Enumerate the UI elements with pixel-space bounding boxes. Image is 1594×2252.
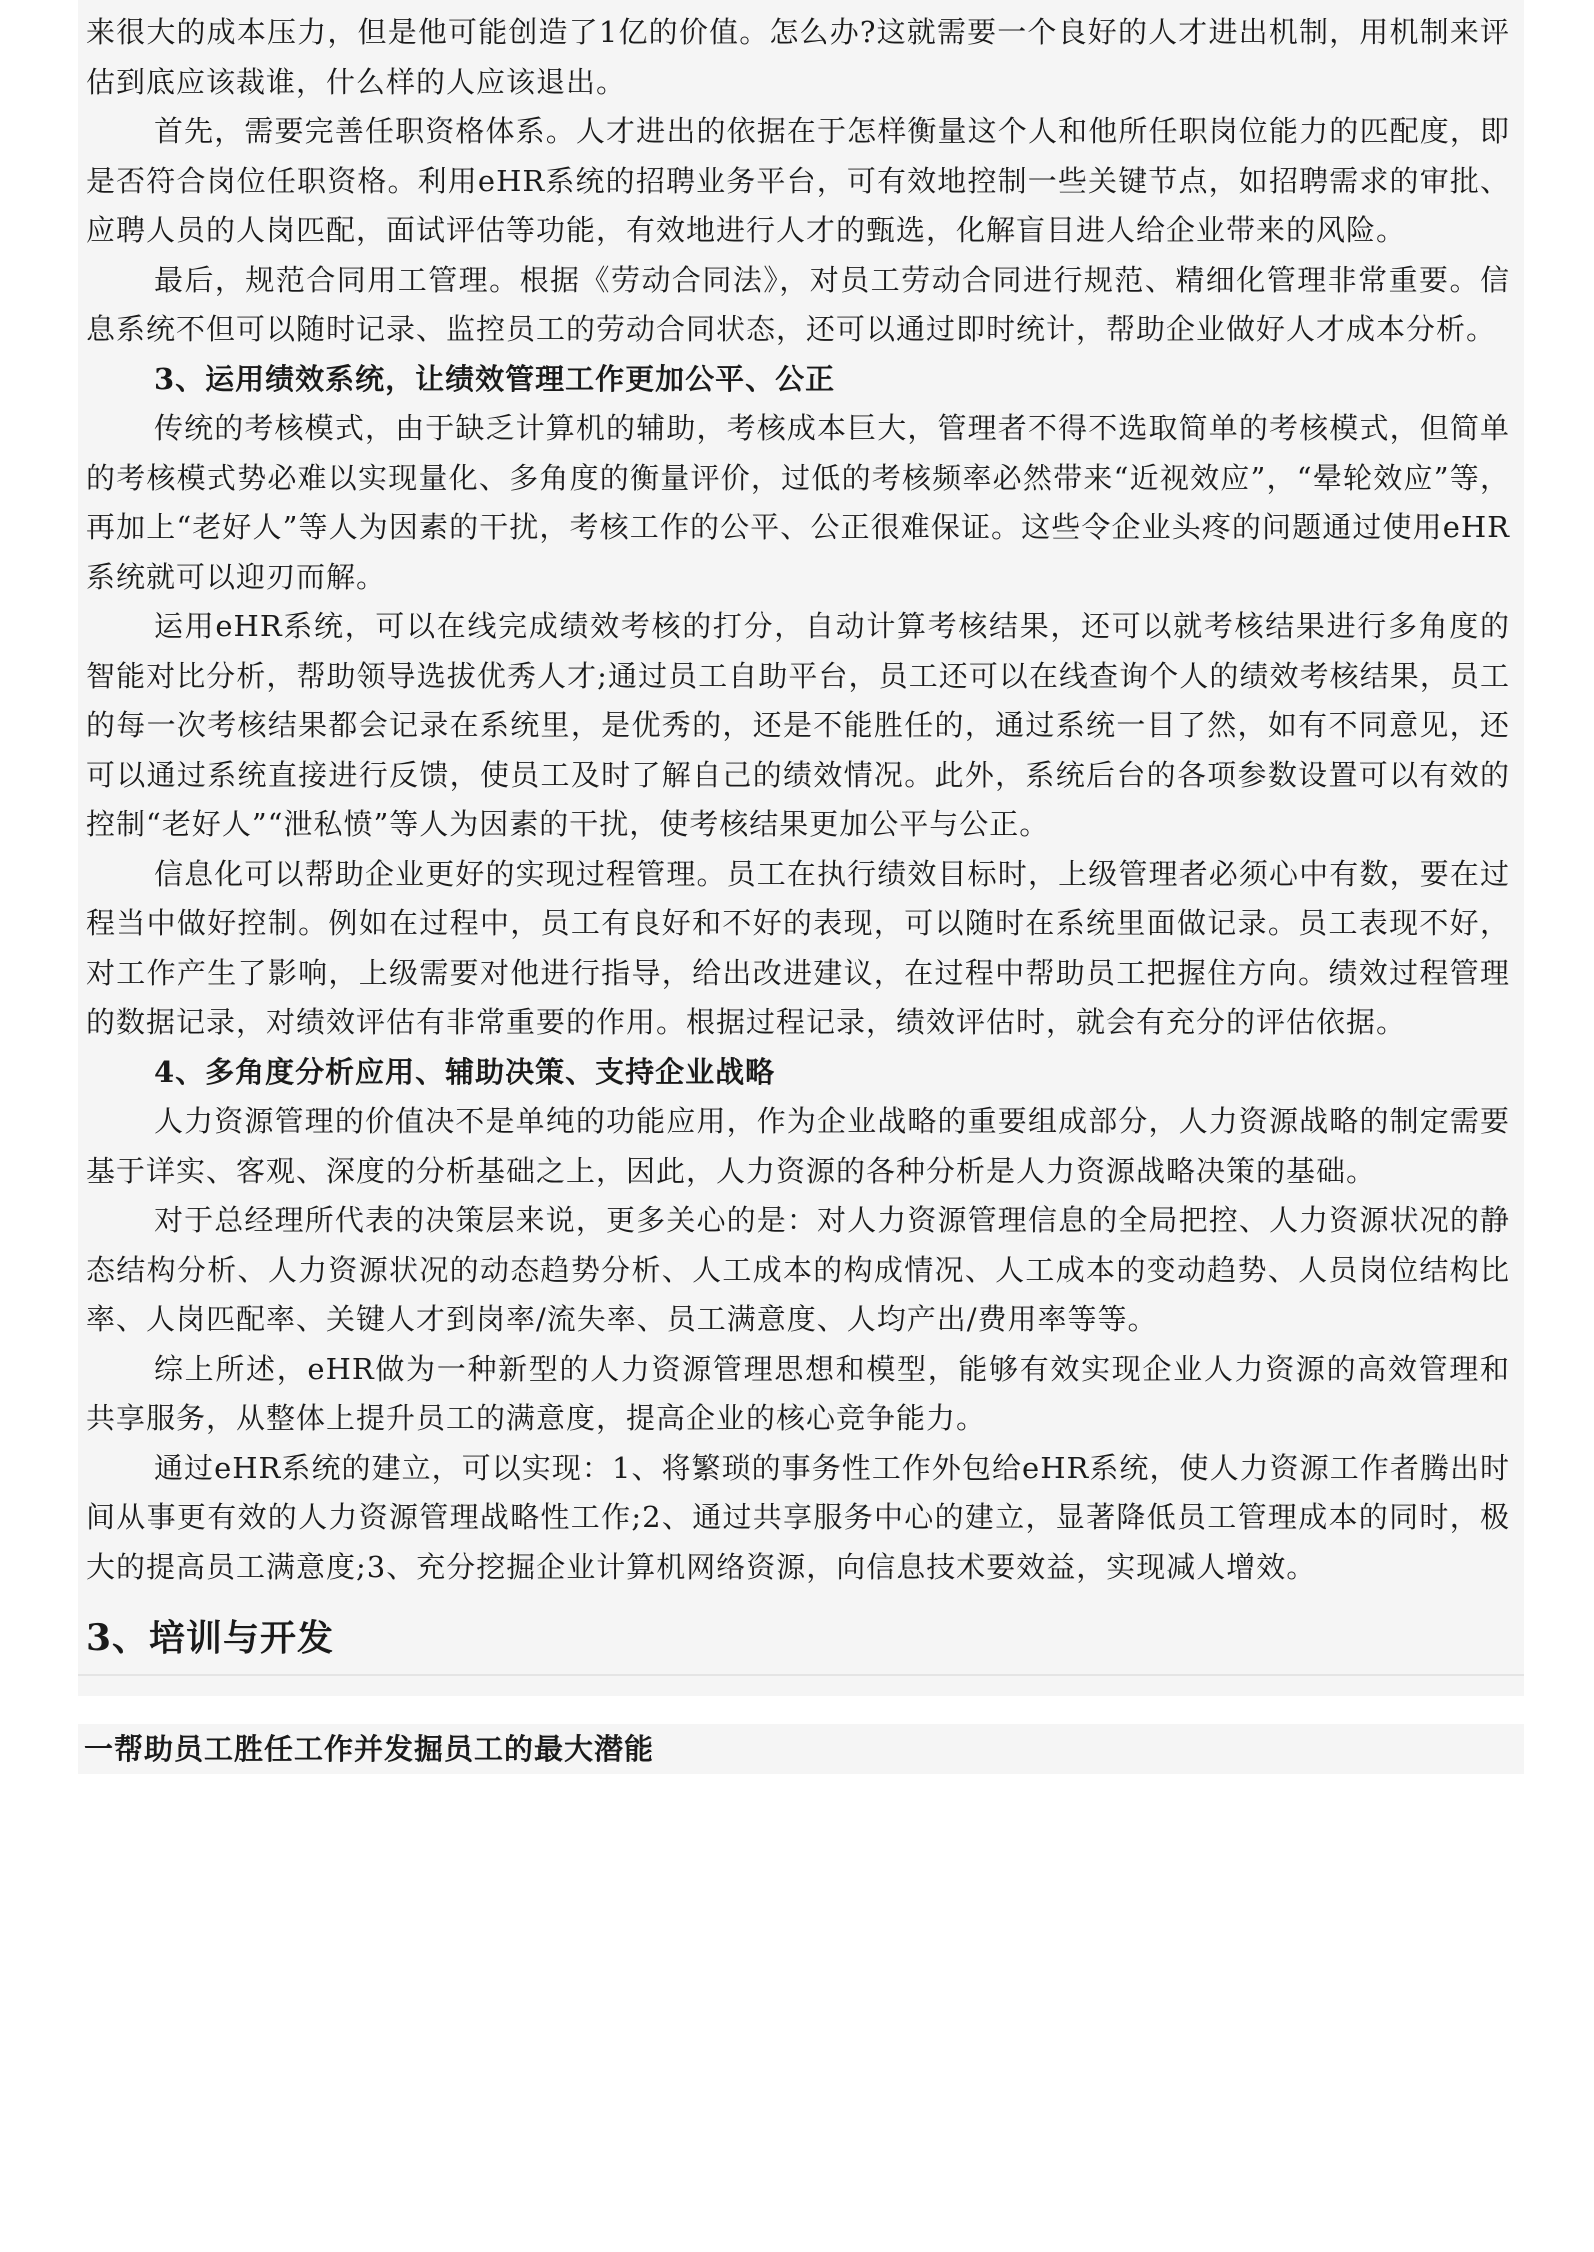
paragraph: 最后，规范合同用工管理。根据《劳动合同法》，对员工劳动合同进行规范、精细化管理非常重要。信息系统不但可以随时记录、监控员工的劳动合同状态，还可以通过即时统计，帮助企业做好人才成本分析。 [86,262,1510,346]
section-subtitle: 一帮助员工胜任工作并发掘员工的最大潜能 [84,1732,655,1766]
paragraph: 通过eHR系统的建立，可以实现：1、将繁琐的事务性工作外包给eHR系统，使人力资源工作者腾出时间从事更有效的人力资源管理战略性工作;2、通过共享服务中心的建立，显著降低员工管理成本的同时，极大的提高员工满意度;3、充分挖掘企业计算机网络资源，向信息技术要效益，实现减人增效。 [86,1450,1510,1584]
paragraph: 信息化可以帮助企业更好的实现过程管理。员工在执行绩效目标时，上级管理者必须心中有数，要在过程当中做好控制。例如在过程中，员工有良好和不好的表现，可以随时在系统里面做记录。员工表现不好，对工作产生了影响，上级需要对他进行指导，给出改进建议，在过程中帮助员工把握住方向。绩效过程管理的数据记录，对绩效评估有非常重要的作用。根据过程记录，绩效评估时，就会有充分的评估依据。 [86,856,1510,1039]
paragraph: 传统的考核模式，由于缺乏计算机的辅助，考核成本巨大，管理者不得不选取简单的考核模式，但简单的考核模式势必难以实现量化、多角度的衡量评价，过低的考核频率必然带来“近视效应”，“晕轮效应”等，再加上“老好人”等人为因素的干扰，考核工作的公平、公正很难保证。这些令企业头疼的问题通过使用eHR系统就可以迎刃而解。 [86,411,1510,594]
subsection-heading: 3、运用绩效系统，让绩效管理工作更加公平、公正 [154,361,836,396]
subsection-heading: 4、多角度分析应用、辅助决策、支持企业战略 [154,1054,776,1089]
paragraph: 运用eHR系统，可以在线完成绩效考核的打分，自动计算考核结果，还可以就考核结果进行多角度的智能对比分析，帮助领导选拔优秀人才;通过员工自助平台，员工还可以在线查询个人的绩效考核结果，员工的每一次考核结果都会记录在系统里，是优秀的，还是不能胜任的，通过系统一目了然，如有不同意见，还可以通过系统直接进行反馈，使员工及时了解自己的绩效情况。此外，系统后台的各项参数设置可以有效的控制“老好人”“泄私愤”等人为因素的干扰，使考核结果更加公平与公正。 [86,609,1510,841]
page-container [78,0,1524,1774]
paragraph: 对于总经理所代表的决策层来说，更多关心的是：对人力资源管理信息的全局把控、人力资源状况的静态结构分析、人力资源状况的动态趋势分析、人工成本的构成情况、人工成本的变动趋势、人员岗位结构比率、人岗匹配率、关键人才到岗率/流失率、员工满意度、人均产出/费用率等等。 [86,1203,1510,1336]
paragraph: 来很大的成本压力，但是他可能创造了1亿的价值。怎么办?这就需要一个良好的人才进出机制，用机制来评估到底应该裁谁，什么样的人应该退出。 [86,15,1510,99]
divider [78,1674,1524,1676]
subtitle-bar [78,1724,1524,1774]
paragraph: 人力资源管理的价值决不是单纯的功能应用，作为企业战略的重要组成部分，人力资源战略的制定需要基于详实、客观、深度的分析基础之上，因此，人力资源的各种分析是人力资源战略决策的基础。 [86,1104,1510,1188]
section-title: 3、培训与开发 [86,1617,335,1659]
article-body [78,0,1524,1696]
paragraph: 综上所述，eHR做为一种新型的人力资源管理思想和模型，能够有效实现企业人力资源的高效管理和共享服务，从整体上提升员工的满意度，提高企业的核心竞争能力。 [86,1351,1510,1435]
paragraph: 首先，需要完善任职资格体系。人才进出的依据在于怎样衡量这个人和他所任职岗位能力的匹配度，即是否符合岗位任职资格。利用eHR系统的招聘业务平台，可有效地控制一些关键节点，如招聘需求的审批、应聘人员的人岗匹配，面试评估等功能，有效地进行人才的甄选，化解盲目进人给企业带来的风险。 [86,114,1510,247]
